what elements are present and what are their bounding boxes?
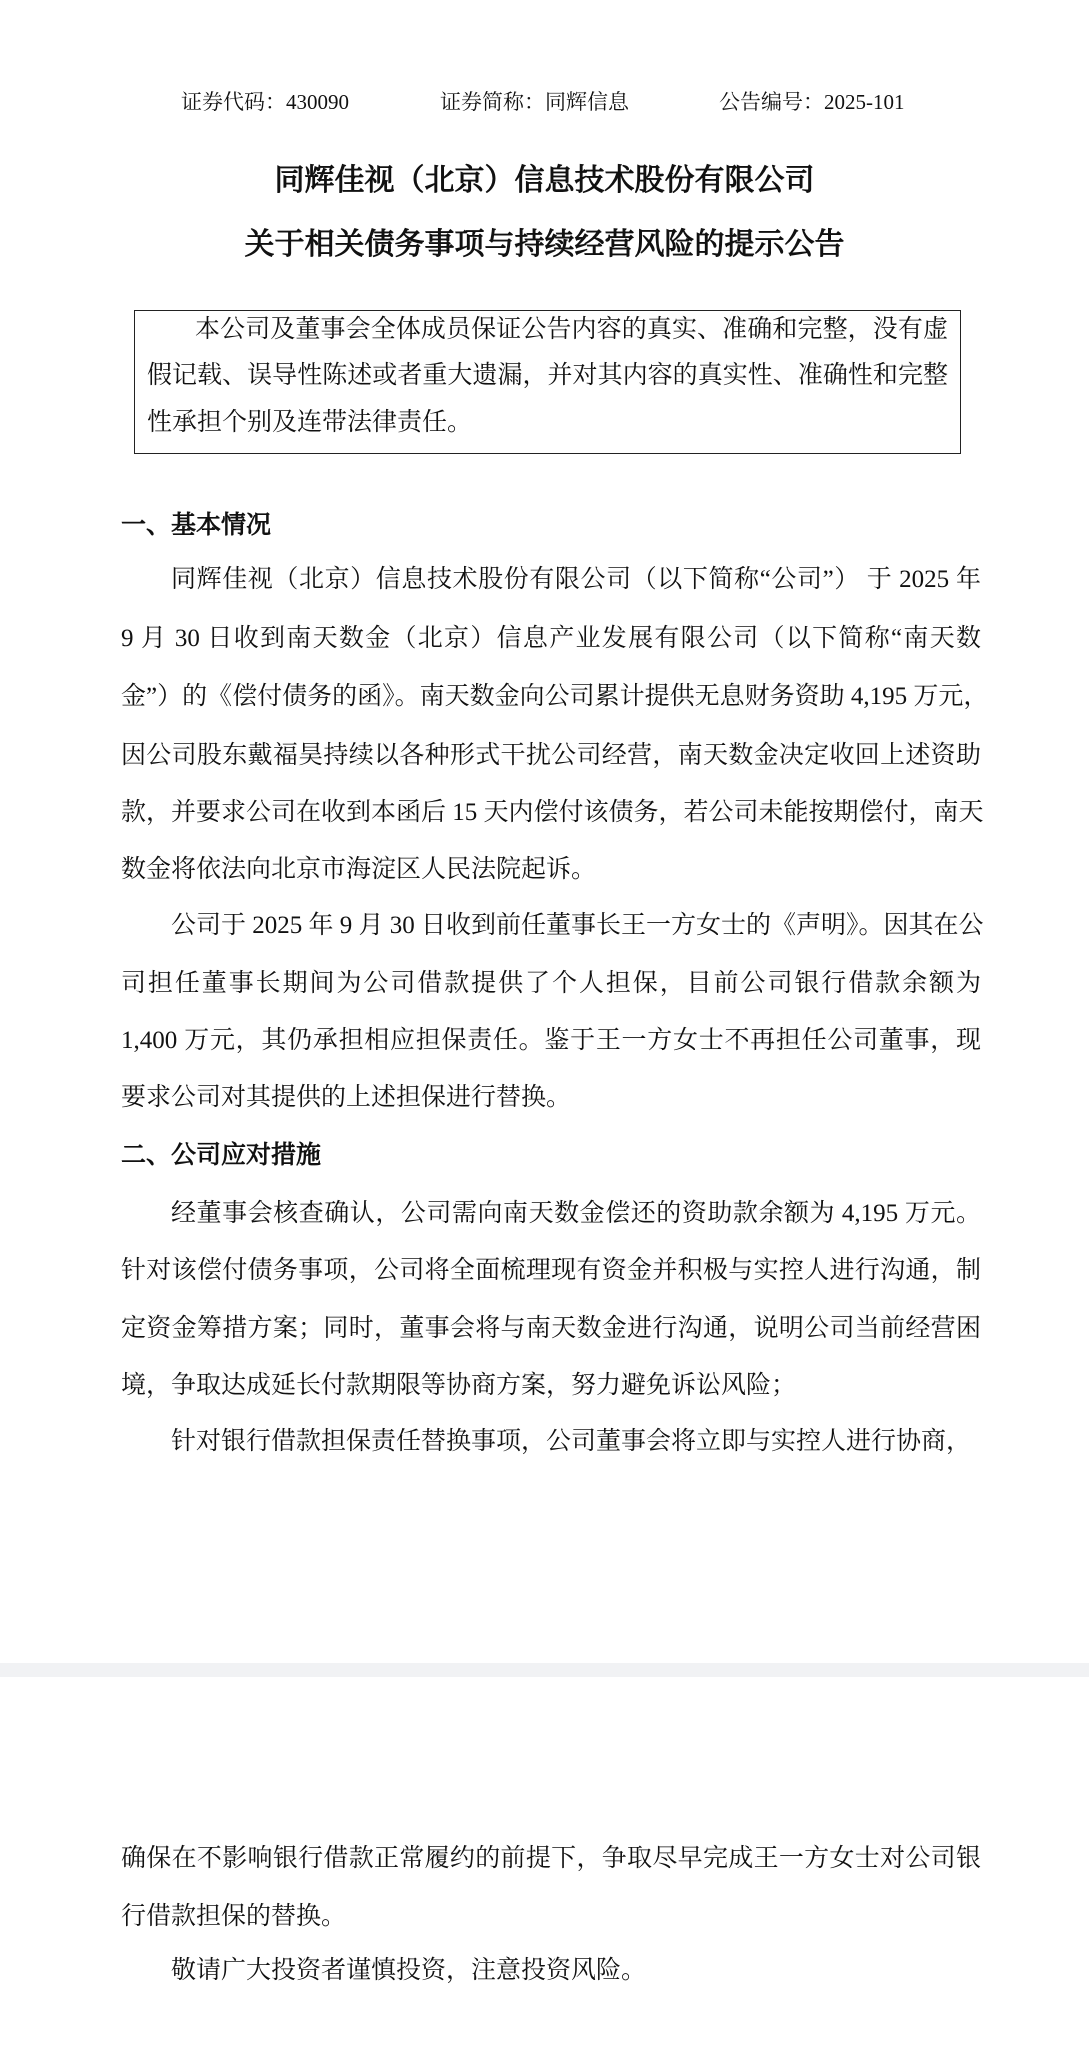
notice-title: 关于相关债务事项与持续经营风险的提示公告 <box>244 227 845 262</box>
paragraph-line: 金”）的《偿付债务的函》。南天数金向公司累计提供无息财务资助 4,195 万元， <box>121 683 989 710</box>
security-short-name: 证券简称：同辉信息 <box>440 90 629 114</box>
paragraph-line: 行借款担保的替换。 <box>121 1903 347 1930</box>
company-title: 同辉佳视（北京）信息技术股份有限公司 <box>274 163 815 198</box>
disclaimer-line: 性承担个别及连带法律责任。 <box>147 409 473 436</box>
section2-heading: 二、公司应对措施 <box>121 1140 322 1169</box>
paragraph-line: 1,400 万元，其仍承担相应担保责任。鉴于王一方女士不再担任公司董事，现 <box>121 1027 981 1054</box>
security-code: 证券代码：430090 <box>181 90 349 114</box>
paragraph-line: 公司于 2025 年 9 月 30 日收到前任董事长王一方女士的《声明》。因其在公 <box>171 912 984 939</box>
paragraph-line: 针对该偿付债务事项，公司将全面梳理现有资金并积极与实控人进行沟通，制 <box>121 1257 981 1284</box>
paragraph-line: 9 月 30 日收到南天数金（北京）信息产业发展有限公司（以下简称“南天数 <box>121 625 981 652</box>
paragraph-line: 因公司股东戴福昊持续以各种形式干扰公司经营，南天数金决定收回上述资助 <box>121 742 981 769</box>
disclaimer-line: 本公司及董事会全体成员保证公告内容的真实、准确和完整，没有虚 <box>195 316 948 343</box>
disclaimer-box <box>134 310 961 454</box>
paragraph-line: 要求公司对其提供的上述担保进行替换。 <box>121 1084 572 1111</box>
paragraph-line: 针对银行借款担保责任替换事项，公司董事会将立即与实控人进行协商， <box>171 1428 972 1455</box>
paragraph-line: 款，并要求公司在收到本函后 15 天内偿付该债务，若公司未能按期偿付，南天 <box>121 799 984 826</box>
page-break-divider <box>0 1663 1089 1677</box>
disclaimer-line: 假记载、误导性陈述或者重大遗漏，并对其内容的真实性、准确性和完整 <box>147 362 948 389</box>
paragraph-line: 数金将依法向北京市海淀区人民法院起诉。 <box>121 856 597 883</box>
paragraph-line: 经董事会核查确认，公司需向南天数金偿还的资助款余额为 4,195 万元。 <box>171 1200 981 1227</box>
paragraph-line: 定资金筹措方案；同时，董事会将与南天数金进行沟通，说明公司当前经营困 <box>121 1315 981 1342</box>
section1-heading: 一、基本情况 <box>121 510 272 539</box>
paragraph-line: 确保在不影响银行借款正常履约的前提下，争取尽早完成王一方女士对公司银 <box>121 1845 981 1872</box>
paragraph-line: 境，争取达成延长付款期限等协商方案，努力避免诉讼风险； <box>121 1372 797 1399</box>
paragraph-line: 同辉佳视（北京）信息技术股份有限公司（以下简称“公司”） 于 2025 年 <box>171 566 981 593</box>
closing-statement: 敬请广大投资者谨慎投资，注意投资风险。 <box>171 1957 647 1984</box>
notice-number: 公告编号：2025-101 <box>719 90 905 114</box>
paragraph-line: 司担任董事长期间为公司借款提供了个人担保，目前公司银行借款余额为 <box>121 970 981 997</box>
